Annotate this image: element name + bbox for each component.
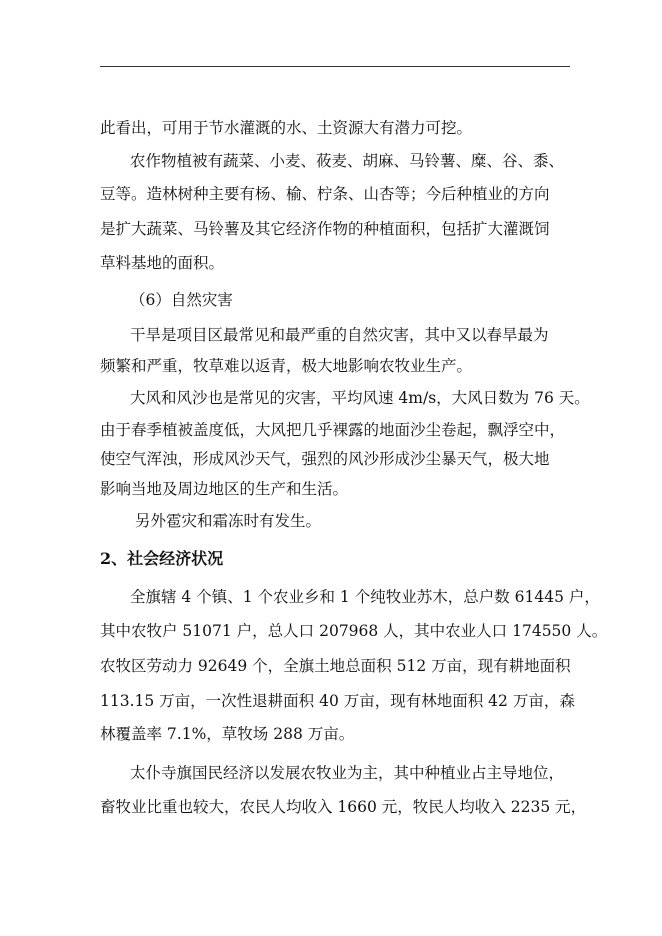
- text-line: 畜牧业比重也较大，农民人均收入 1660 元，牧民人均收入 2235 元，: [100, 798, 587, 816]
- text-line: 农作物植被有蔬菜、小麦、莜麦、胡麻、马铃薯、糜、谷、黍、: [130, 152, 565, 170]
- text-line: 草料基地的面积。: [100, 254, 225, 272]
- text-line: 113.15 万亩，一次性退耕面积 40 万亩，现有林地面积 42 万亩，森: [100, 692, 575, 710]
- text-line: 此看出，可用于节水灌溉的水、土资源大有潜力可挖。: [100, 119, 473, 137]
- text-line: 太仆寺旗国民经济以发展农牧业为主，其中种植业占主导地位，: [130, 764, 565, 782]
- text-line: 由于春季植被盖度低，大风把几乎裸露的地面沙尘卷起，飘浮空中，: [100, 421, 566, 439]
- text-line: 干旱是项目区最常见和最严重的自然灾害，其中又以春旱最为: [130, 326, 549, 344]
- text-line: 林覆盖率 7.1%，草牧场 288 万亩。: [100, 725, 355, 743]
- text-line: 豆等。造林树种主要有杨、榆、柠条、山杏等；今后种植业的方向: [100, 185, 550, 203]
- text-line: 使空气浑浊，形成风沙天气，强烈的风沙形成沙尘暴天气，极大地: [100, 450, 550, 468]
- text-line: 大风和风沙也是常见的灾害，平均风速 4m/s，大风日数为 76 天。: [130, 389, 590, 407]
- text-line: 是扩大蔬菜、马铃薯及其它经济作物的种植面积，包括扩大灌溉饲: [100, 220, 550, 238]
- text-line: 影响当地及周边地区的生产和生活。: [100, 480, 349, 498]
- text-line: 农牧区劳动力 92649 个，全旗土地总面积 512 万亩，现有耕地面积: [100, 657, 571, 675]
- text-line: 另外雹灾和霜冻时有发生。: [135, 512, 322, 530]
- text-line: 全旗辖 4 个镇、1 个农业乡和 1 个纯牧业苏木，总户数 61445 户，: [130, 588, 600, 606]
- text-line: 频繁和严重，牧草难以返青，极大地影响农牧业生产。: [100, 357, 473, 375]
- header-rule: [100, 66, 570, 67]
- text-line: 其中农牧户 51071 户，总人口 207968 人，其中农业人口 174550 人。: [100, 622, 608, 640]
- section-subheading: （6）自然灾害: [130, 291, 233, 309]
- section-heading: 2、社会经济状况: [100, 549, 224, 568]
